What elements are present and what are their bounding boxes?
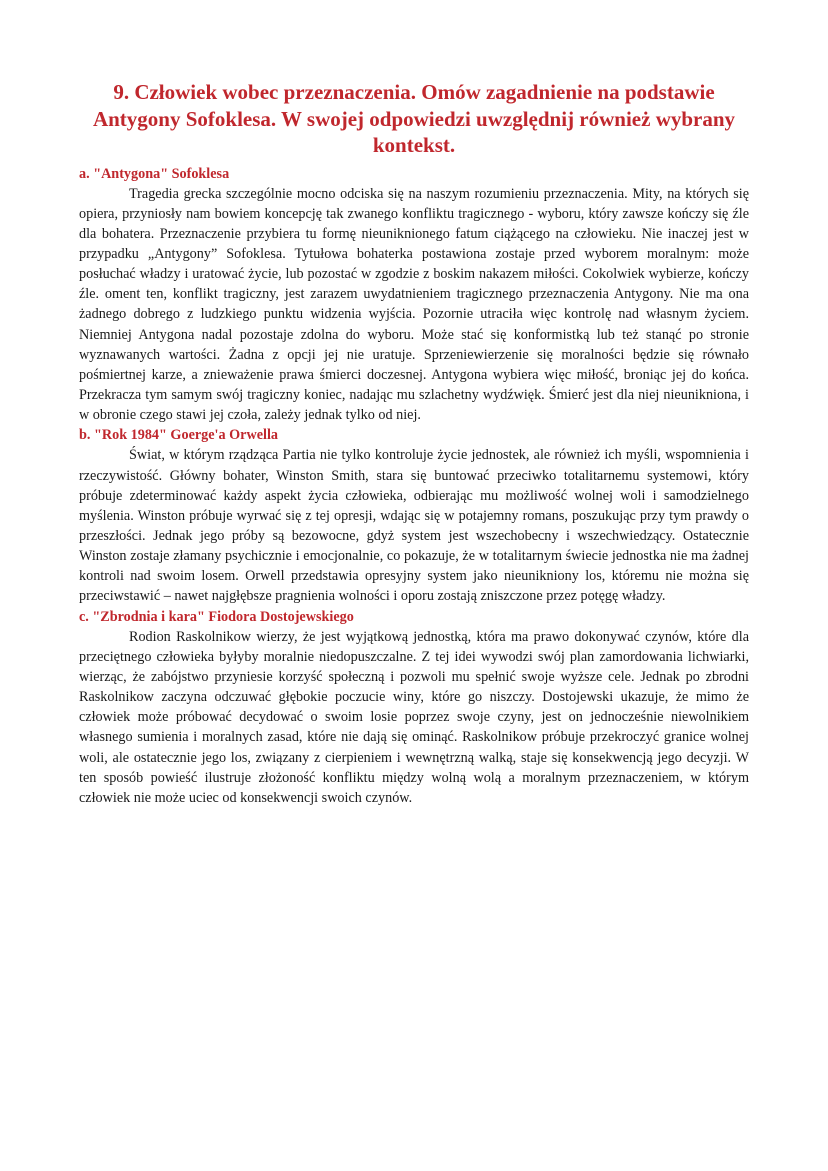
section-text-zbrodnia-i-kara: Rodion Raskolnikow wierzy, że jest wyjątkową jednostką, która ma prawo dokonywać czynów, które dla przeciętnego człowieka byłyby moralnie niedopuszczalne. Z tej idei wywodzi swój plan zamordowania lichwiarki, wierząc, że zabójstwo przyniesie korzyść społeczną i pozwoli mu spełnić swoje wyższe cele. Jednak po zbrodni Raskolnikow zaczyna odczuwać głębokie poczucie winy, które go niszczy. Dostojewski ukazuje, że mimo że człowiek może próbować decydować o swoim losie poprzez swoje czyny, jest on jednocześnie niewolnikiem własnego sumienia i moralnych zasad, które nie dają się ominąć. Raskolnikow próbuje przekroczyć granice wolnej woli, ale ostatecznie jego los, związany z cierpieniem i wewnętrzną walką, staje się konsekwencją jego decyzji. W ten sposób powieść ilustruje złożoność konfliktu między wolną wolą a moralnym przeznaczeniem, w którym człowiek nie może uciec od konsekwencji swoich czynów. xyxy=(79,628,749,806)
section-text-antygona: Tragedia grecka szczególnie mocno odciska się na naszym rozumieniu przeznaczenia. Mity, na których się opiera, przyniosły nam bowiem koncepcję tak zwanego konfliktu tragicznego - wyboru, który zawsze kończy się źle dla bohatera. Przeznaczenie przybiera tu formę nieuniknionego fatum ciążącego na człowieku. Nie inaczej jest w przypadku „Antygony” Sofoklesa. Tytułowa bohaterka postawiona zostaje przed wyborem moralnym: może posłuchać władzy i uratować życie, lub pozostać w zgodzie z boskim nakazem miłości. Cokolwiek wybierze, kończy źle. oment ten, konflikt tragiczny, jest zarazem uwydatnieniem tragicznego przeznaczenia Antygony. Nie ma ona żadnego dobrego z ludzkiego punktu widzenia wyjścia. Pozornie utraciła więc kontrolę nad własnym życiem. Niemniej Antygona nadal pozostaje zdolna do wyboru. Może stać się konformistką lub też stanąć po stronie wyznawanych wartości. Żadna z opcji jej nie uratuje. Sprzeniewierzenie się moralności będzie się równało pośmiertnej karze, a znieważenie prawa śmierci doczesnej. Antygona wybiera więc miłość, broniąc jej do końca. Przekracza tym samym swój tragiczny koniec, nadając mu szlachetny wydźwięk. Śmierć jest dla niej nieunikniona, i w obronie czego stawi jej czoła, zależy jednak tylko od niej. xyxy=(79,185,749,424)
section-heading-antygona: a. "Antygona" Sofoklesa xyxy=(79,165,230,182)
section-antygona xyxy=(79,164,749,426)
page-title: 9. Człowiek wobec przeznaczenia. Omów zagadnienie na podstawie Antygony Sofoklesa. W swojej odpowiedzi uwzględnij również wybrany kontekst. xyxy=(92,80,736,157)
section-heading-zbrodnia-i-kara: c. "Zbrodnia i kara" Fiodora Dostojewskiego xyxy=(79,608,354,625)
section-zbrodnia-i-kara xyxy=(79,607,749,808)
section-heading-rok-1984: b. "Rok 1984" Goerge'a Orwella xyxy=(79,427,278,444)
document-page xyxy=(79,79,749,808)
section-text-rok-1984: Świat, w którym rządząca Partia nie tylko kontroluje życie jednostek, ale również ich myśli, wspomnienia i rzeczywistość. Główny bohater, Winston Smith, stara się buntować przeciwko totalitarnemu systemowi, który próbuje zdeterminować każdy aspekt życia człowieka, odbierając mu możliwość wolnej woli i samodzielnego myślenia. Winston próbuje wyrwać się z tej opresji, wdając się w potajemny romans, poszukując przy tym prawdy o przeszłości. Jednak jego próby są bezowocne, gdyż system jest wszechobecny i wszechwiedzący. Ostatecznie Winston zostaje złamany psychicznie i emocjonalnie, co pokazuje, że w totalitarnym świecie jednostka nie ma żadnej kontroli nad swoim losem. Orwell przedstawia opresyjny system jako nieunikniony los, któremu nie można się przeciwstawić – nawet najgłębsze pragnienia wolności i oporu zostają zniszczone przez potęgę władzy. xyxy=(79,447,749,605)
section-rok-1984 xyxy=(79,425,749,606)
